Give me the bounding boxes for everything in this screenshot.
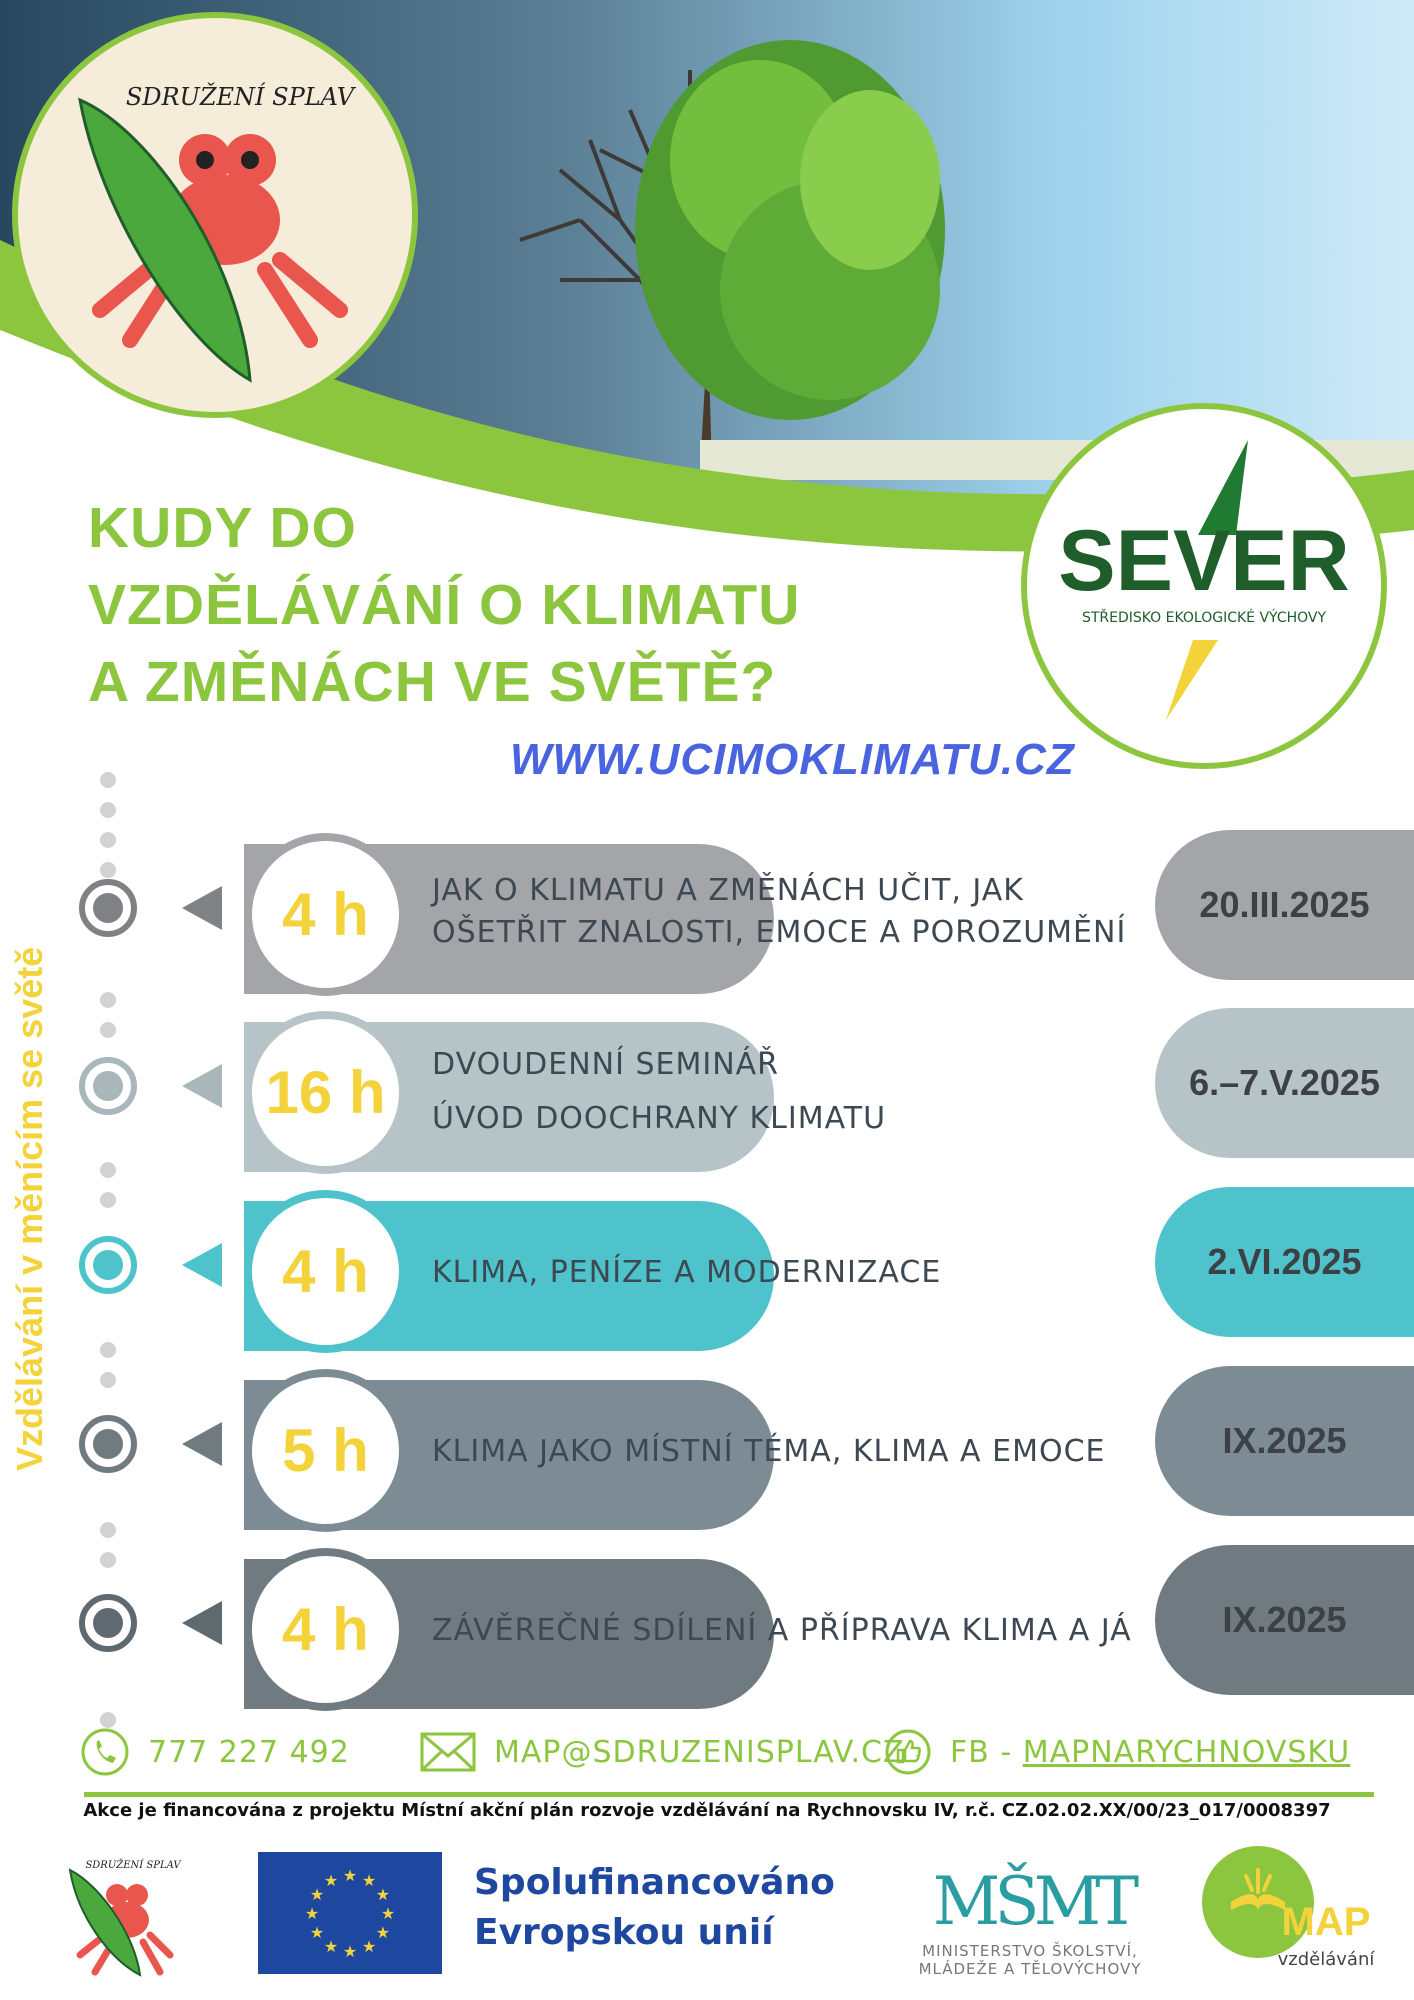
eu-star-icon: ★ (361, 1938, 377, 1956)
headline-line-1: KUDY DO (88, 496, 357, 560)
funding-note: Akce je financována z projektu Místní akční plán rozvoje vzdělávání na Rychnovsku IV, r.č. CZ.02.02.XX/00/23_017/0008397 (83, 1800, 1331, 1821)
course-topic (432, 1431, 1172, 1473)
svg-text:vzdělávání: vzdělávání (1277, 1949, 1375, 1970)
eu-star-icon: ★ (342, 1944, 358, 1961)
eu-cofunded-text (474, 1858, 835, 1958)
divider (84, 1792, 1374, 1797)
course-date: 20.III.2025 (1199, 884, 1370, 925)
email-address: MAP@SDRUZENISPLAV.CZ (494, 1734, 905, 1770)
contact-facebook[interactable] (884, 1720, 1350, 1784)
course-hours: 4 h (282, 881, 369, 948)
timeline-marker (78, 1414, 138, 1474)
course-topic-line-1: KLIMA, PENÍZE A MODERNIZACE (432, 1255, 942, 1290)
timeline-marker (78, 1235, 138, 1295)
eu-star-icon: ★ (309, 1887, 325, 1904)
course-row-3 (0, 1177, 1414, 1347)
course-row-1 (0, 820, 1414, 990)
facebook-link[interactable]: MAPNARYCHNOVSKU (1022, 1734, 1351, 1770)
svg-text:SEVER: SEVER (1058, 513, 1350, 609)
course-topic-line-1: JAK O KLIMATU A ZMĚNÁCH UČIT, JAK (432, 873, 1024, 908)
website-link[interactable]: WWW.UCIMOKLIMATU.CZ (510, 735, 1075, 784)
course-hours: 4 h (282, 1596, 369, 1663)
course-date: 2.VI.2025 (1207, 1241, 1362, 1282)
timeline-arrow (182, 1422, 222, 1466)
eu-flag-icon (258, 1852, 442, 1974)
eu-line-1: Spolufinancováno (474, 1862, 835, 1903)
course-topic-line-2: OŠETŘIT ZNALOSTI, EMOCE A POROZUMĚNÍ (432, 915, 1127, 950)
eu-star-icon: ★ (323, 1938, 339, 1956)
eu-star-icon: ★ (309, 1925, 325, 1942)
headline (88, 490, 800, 721)
course-topic-line-2: ÚVOD DOOCHRANY KLIMATU (432, 1101, 887, 1136)
timeline-arrow (182, 1064, 222, 1108)
eu-star-icon: ★ (342, 1868, 358, 1885)
eu-star-icon: ★ (323, 1873, 339, 1891)
eu-star-icon: ★ (375, 1925, 391, 1942)
sever-logo (1018, 400, 1390, 772)
headline-line-3: A ZMĚNÁCH VE SVĚTĚ? (88, 650, 777, 714)
mail-icon (420, 1732, 476, 1772)
splav-small-logo (55, 1850, 185, 1980)
course-row-5 (0, 1535, 1414, 1705)
svg-text:STŘEDISKO EKOLOGICKÉ VÝCHOVY: STŘEDISKO EKOLOGICKÉ VÝCHOVY (1081, 610, 1327, 626)
timeline-arrow (182, 1601, 222, 1645)
svg-text:SDRUŽENÍ SPLAV: SDRUŽENÍ SPLAV (85, 1860, 181, 1871)
facebook-prefix: FB - (950, 1734, 1023, 1770)
course-topic-line-1: ZÁVĚREČNÉ SDÍLENÍ A PŘÍPRAVA KLIMA A JÁ (432, 1613, 1132, 1648)
thumbs-up-icon (884, 1728, 932, 1776)
course-row-4 (0, 1356, 1414, 1526)
course-topic (432, 1252, 1172, 1294)
svg-text:MŠMT: MŠMT (932, 1863, 1134, 1940)
green-tree-half (635, 40, 945, 420)
timeline-marker (78, 1593, 138, 1653)
phone-icon (80, 1727, 130, 1777)
map-logo (1196, 1840, 1386, 1980)
eu-star-icon: ★ (380, 1906, 396, 1923)
contact-phone[interactable] (80, 1720, 350, 1784)
eu-line-2: Evropskou unií (474, 1912, 774, 1953)
course-topic-line-1: DVOUDENNÍ SEMINÁŘ (432, 1047, 779, 1082)
timeline-title: Vzdělávání v měnícím se světě (9, 946, 50, 1471)
svg-text:SDRUŽENÍ SPLAV: SDRUŽENÍ SPLAV (125, 83, 355, 111)
svg-text:MAP: MAP (1281, 1900, 1371, 1944)
eu-star-icon: ★ (361, 1873, 377, 1891)
msmt-line-2: MLÁDEŽE A TĚLOVÝCHOVY (918, 1960, 1142, 1978)
course-hours: 5 h (282, 1417, 369, 1484)
contact-email[interactable] (420, 1720, 905, 1784)
course-hours: 16 h (265, 1059, 386, 1126)
course-date: 6.–7.V.2025 (1189, 1062, 1380, 1103)
phone-number: 777 227 492 (148, 1734, 350, 1770)
timeline-arrow (182, 1243, 222, 1287)
timeline-marker (78, 1056, 138, 1116)
msmt-text (890, 1942, 1170, 1978)
timeline-arrow (182, 886, 222, 930)
course-topic (432, 1038, 1172, 1146)
msmt-line-1: MINISTERSTVO ŠKOLSTVÍ, (922, 1942, 1138, 1960)
eu-star-icon: ★ (304, 1906, 320, 1923)
course-date: IX.2025 (1222, 1420, 1347, 1461)
course-date: IX.2025 (1222, 1599, 1347, 1640)
course-topic-line-1: KLIMA JAKO MÍSTNÍ TÉMA, KLIMA A EMOCE (432, 1434, 1106, 1469)
course-hours: 4 h (282, 1238, 369, 1305)
eu-star-icon: ★ (375, 1887, 391, 1904)
course-row-2 (0, 998, 1414, 1168)
course-topic (432, 870, 1172, 954)
timeline-marker (78, 878, 138, 938)
course-topic (432, 1610, 1172, 1652)
headline-line-2: VZDĚLÁVÁNÍ O KLIMATU (88, 573, 801, 637)
splav-logo (10, 10, 420, 420)
